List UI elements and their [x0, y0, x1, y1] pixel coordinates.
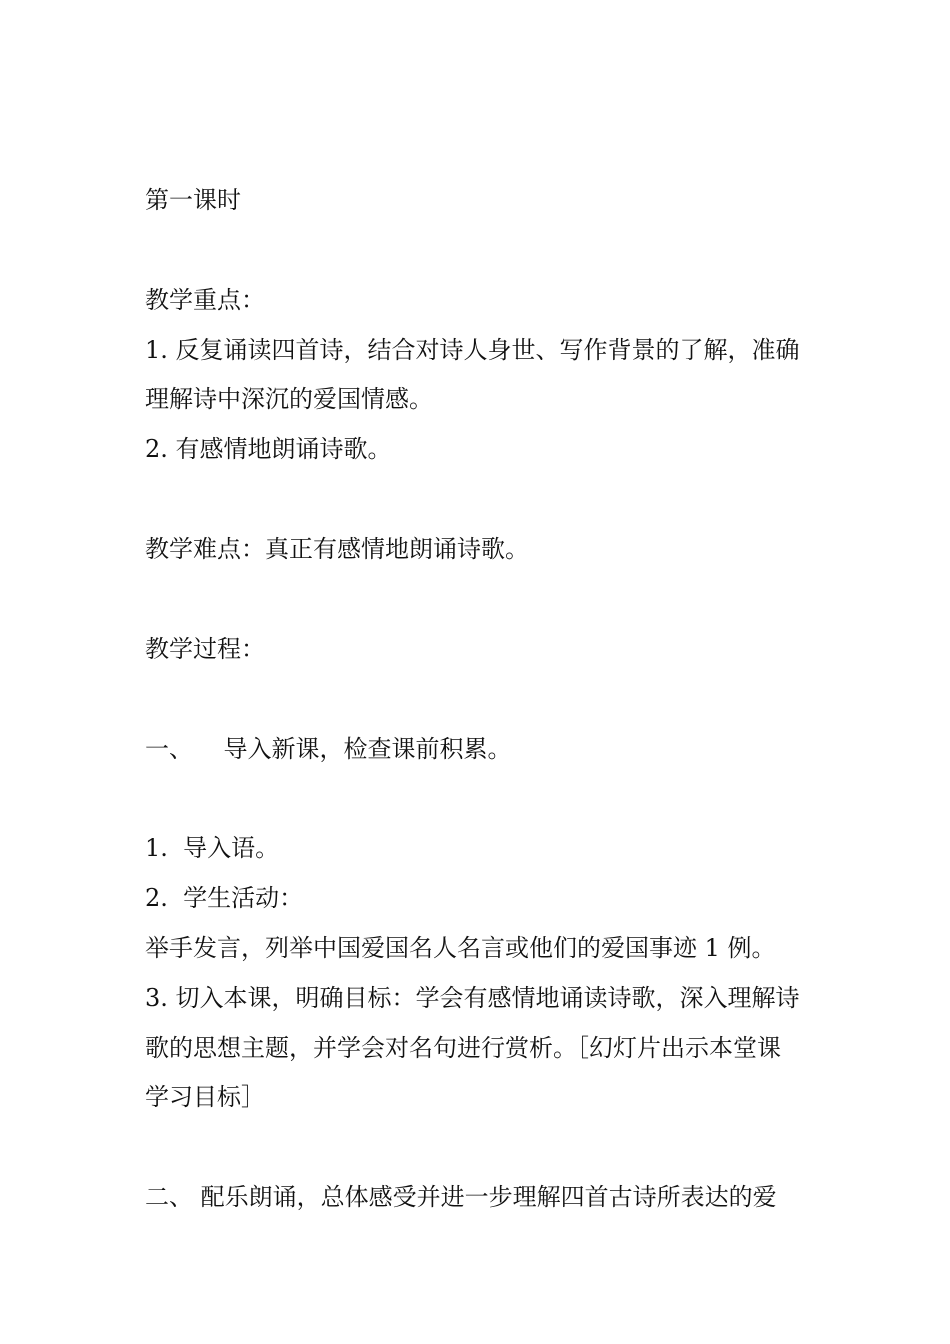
- key-point-1-line-2: 理解诗中深沉的爱国情感。: [145, 385, 433, 413]
- part-1-step-1: 1. 导入语。: [145, 834, 280, 862]
- difficulty-text: 教学难点：真正有感情地朗诵诗歌。: [145, 535, 529, 563]
- key-point-2: 2. 有感情地朗诵诗歌。: [145, 435, 392, 463]
- part-1-step-3-line-2: 歌的思想主题，并学会对名句进行赏析。［幻灯片出示本堂课: [145, 1034, 781, 1062]
- part-2-heading-line-1: 二、 配乐朗诵，总体感受并进一步理解四首古诗所表达的爱: [145, 1183, 777, 1211]
- section-title: 第一课时: [145, 186, 241, 214]
- part-1-step-2: 2. 学生活动：: [145, 884, 304, 912]
- part-1-step-2-detail: 举手发言，列举中国爱国名人名言或他们的爱国事迹 1 例。: [145, 934, 776, 962]
- key-points-heading: 教学重点：: [145, 286, 265, 314]
- part-1-heading: 一、 导入新课，检查课前积累。: [145, 735, 512, 763]
- part-1-step-3-line-1: 3. 切入本课，明确目标：学会有感情地诵读诗歌，深入理解诗: [145, 984, 800, 1012]
- process-heading: 教学过程：: [145, 635, 265, 663]
- part-1-step-3-line-3: 学习目标］: [145, 1083, 265, 1111]
- key-point-1-line-1: 1. 反复诵读四首诗，结合对诗人身世、写作背景的了解，准确: [145, 336, 800, 364]
